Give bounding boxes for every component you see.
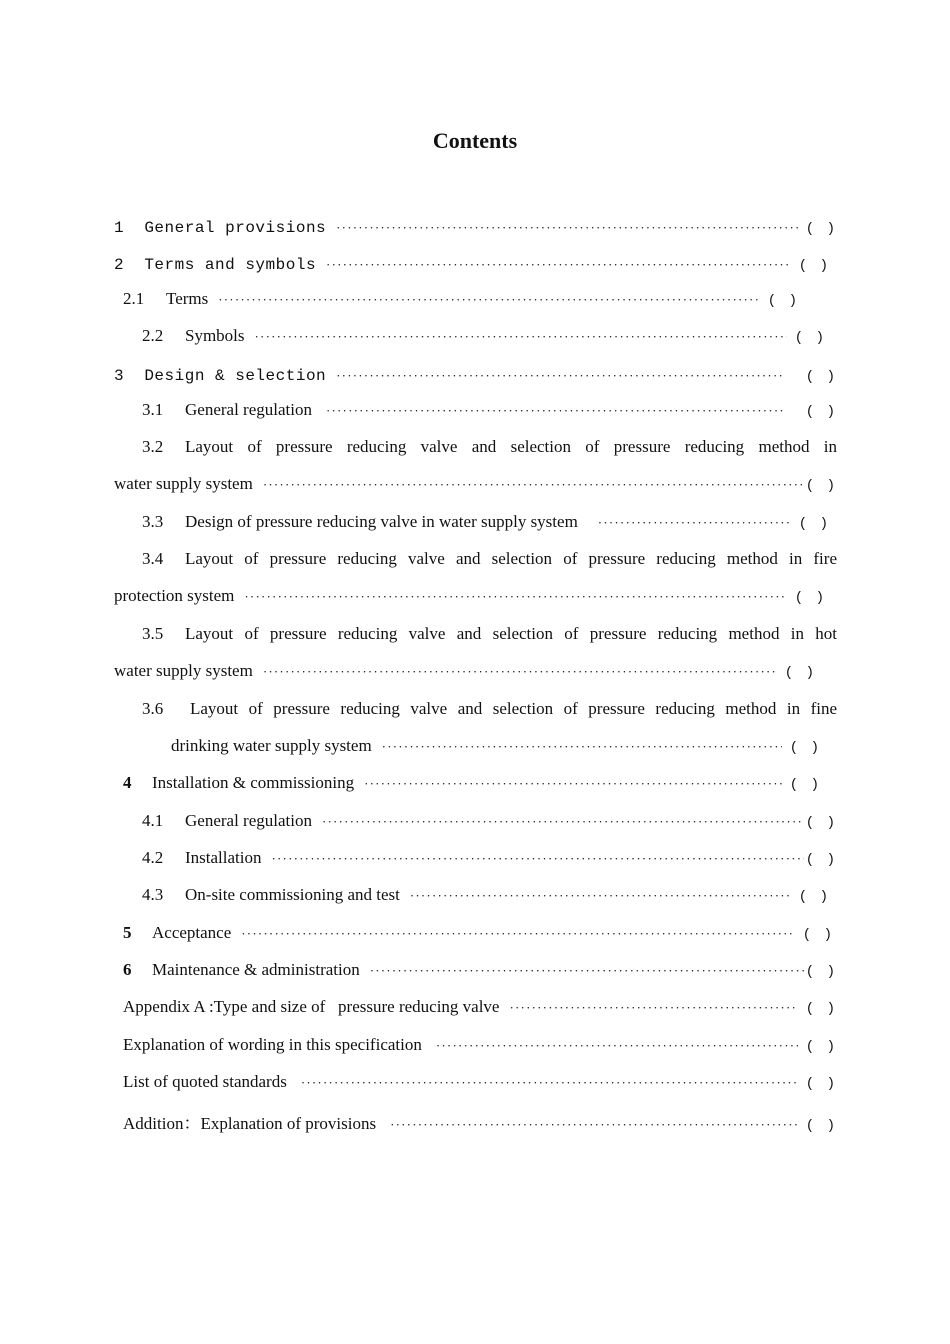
page-ref: ( ) (805, 1001, 837, 1017)
toc-entry-3-4-line2[interactable] (114, 586, 826, 606)
entry-label: Maintenance & administration (152, 960, 360, 979)
entry-label: Symbols (185, 326, 245, 345)
toc-entry-4-2[interactable] (142, 848, 837, 868)
toc-entry-4-1[interactable] (142, 811, 837, 831)
entry-label: water supply system (114, 661, 253, 680)
entry-label: Terms and symbols (144, 256, 317, 274)
entry-label: General provisions (144, 219, 327, 237)
dot-leader (326, 403, 784, 419)
entry-number: 4.3 (142, 885, 164, 904)
entry-label: General regulation (185, 400, 312, 419)
entry-label: Layout of pressure reducing valve and selection of pressure reducing method in fire (185, 549, 837, 568)
entry-number: 4 (123, 773, 132, 792)
dot-leader (255, 329, 787, 345)
entry-label: General regulation (185, 811, 312, 830)
dot-leader (241, 926, 795, 942)
dot-leader (598, 515, 791, 531)
entry-number: 1 (114, 219, 125, 237)
entry-number: 4.2 (142, 848, 164, 867)
toc-entry-appendix-a[interactable] (123, 997, 837, 1017)
entry-number: 3.2 (142, 437, 164, 456)
entry-label: Layout of pressure reducing valve and selection of pressure reducing method in hot (185, 624, 837, 643)
dot-leader (271, 851, 803, 867)
toc-entry-3-4-line1[interactable] (114, 549, 837, 569)
toc-entry-3-6-line2[interactable] (171, 736, 821, 756)
dot-leader (370, 963, 804, 979)
page-ref: ( ) (805, 815, 837, 831)
page-title: Contents (432, 128, 518, 153)
dot-leader (326, 257, 791, 273)
dot-leader (336, 220, 798, 236)
toc-entry-6[interactable] (123, 960, 837, 980)
toc-entry-3-5-line2[interactable] (114, 661, 816, 681)
dot-leader (263, 664, 777, 680)
page-ref: ( ) (789, 740, 821, 756)
toc-entry-3-3[interactable] (142, 512, 830, 532)
entry-label: Design & selection (144, 367, 327, 385)
toc-entry-5[interactable] (123, 923, 834, 943)
page-ref: ( ) (805, 478, 837, 494)
toc-entry-3-2-line1[interactable] (114, 437, 837, 457)
entry-number: 2.2 (142, 326, 164, 345)
toc-entry-3-5-line1[interactable] (114, 624, 837, 644)
entry-label: Installation & commissioning (152, 773, 355, 792)
entry-label: Installation (185, 848, 262, 867)
entry-label: Layout of pressure reducing valve and selection of pressure reducing method in fine (190, 699, 837, 718)
entry-label: Appendix A :Type and size of pressure reducing valve (123, 997, 500, 1016)
entry-label: List of quoted standards (123, 1072, 287, 1091)
page-ref: ( ) (794, 330, 826, 346)
entry-label: water supply system (114, 474, 253, 493)
toc-entry-4-3[interactable] (142, 885, 830, 905)
page-ref: ( ) (784, 665, 816, 681)
dot-leader (322, 814, 804, 830)
entry-label: Layout of pressure reducing valve and selection of pressure reducing method in (185, 437, 837, 456)
entry-number: 3.4 (142, 549, 164, 568)
entry-number: 2 (114, 256, 125, 274)
toc-entry-wording[interactable] (123, 1035, 837, 1055)
page-ref: ( ) (798, 258, 830, 274)
dot-leader (218, 292, 760, 308)
toc-entry-3-2-line2[interactable] (114, 474, 837, 494)
page-ref: ( ) (805, 1076, 837, 1092)
page-ref: ( ) (794, 590, 826, 606)
toc-entry-addition[interactable] (123, 1109, 837, 1134)
toc-entry-3-6-line1[interactable] (114, 699, 837, 719)
dot-leader (301, 1075, 798, 1091)
entry-label: Explanation of wording in this specification (123, 1035, 422, 1054)
dot-leader (390, 1117, 798, 1133)
entry-label: On-site commissioning and test (185, 885, 400, 904)
dot-leader (382, 739, 782, 755)
toc-entry-quoted-standards[interactable] (123, 1072, 837, 1092)
page-ref: ( ) (805, 1039, 837, 1055)
toc-entry-3-1[interactable] (142, 400, 837, 420)
page-ref: ( ) (798, 889, 830, 905)
toc-entry-2-2[interactable] (142, 326, 826, 346)
entry-number: 3.3 (142, 512, 164, 531)
dot-leader (364, 776, 782, 792)
entry-label: drinking water supply system (171, 736, 372, 755)
page-ref: ( ) (767, 293, 799, 309)
dot-leader (410, 888, 791, 904)
dot-leader (436, 1038, 798, 1054)
entry-number: 3.6 (142, 699, 164, 718)
page-ref: ( ) (802, 927, 834, 943)
toc-entry-2[interactable] (114, 256, 830, 274)
page-ref: ( ) (805, 964, 837, 980)
entry-label: Terms (166, 289, 209, 308)
page-ref: ( ) (789, 777, 821, 793)
entry-number: 4.1 (142, 811, 164, 830)
page-ref: ( ) (805, 852, 837, 868)
dot-leader (263, 477, 804, 493)
entry-number: 5 (123, 923, 132, 942)
toc-entry-3[interactable] (114, 367, 837, 385)
entry-label: Design of pressure reducing valve in water supply system (185, 512, 578, 531)
page-ref: ( ) (805, 1118, 837, 1134)
toc-entry-1[interactable] (114, 219, 837, 237)
entry-label: protection system (114, 586, 235, 605)
dot-leader (244, 589, 786, 605)
entry-number: 2.1 (123, 289, 145, 308)
toc-entry-2-1[interactable] (123, 289, 799, 309)
page-ref: ( ) (805, 369, 837, 385)
page-ref: ( ) (798, 516, 830, 532)
entry-number: 3 (114, 367, 125, 385)
page-ref: ( ) (805, 404, 837, 420)
dot-leader (336, 368, 784, 384)
dot-leader (509, 1000, 797, 1016)
page-ref: ( ) (805, 221, 837, 237)
entry-number: 6 (123, 960, 132, 979)
entry-number: 3.1 (142, 400, 164, 419)
toc-entry-4[interactable] (123, 773, 821, 793)
entry-number: 3.5 (142, 624, 164, 643)
entry-label: Acceptance (152, 923, 232, 942)
entry-label: Addition：Explanation of provisions (123, 1114, 377, 1133)
